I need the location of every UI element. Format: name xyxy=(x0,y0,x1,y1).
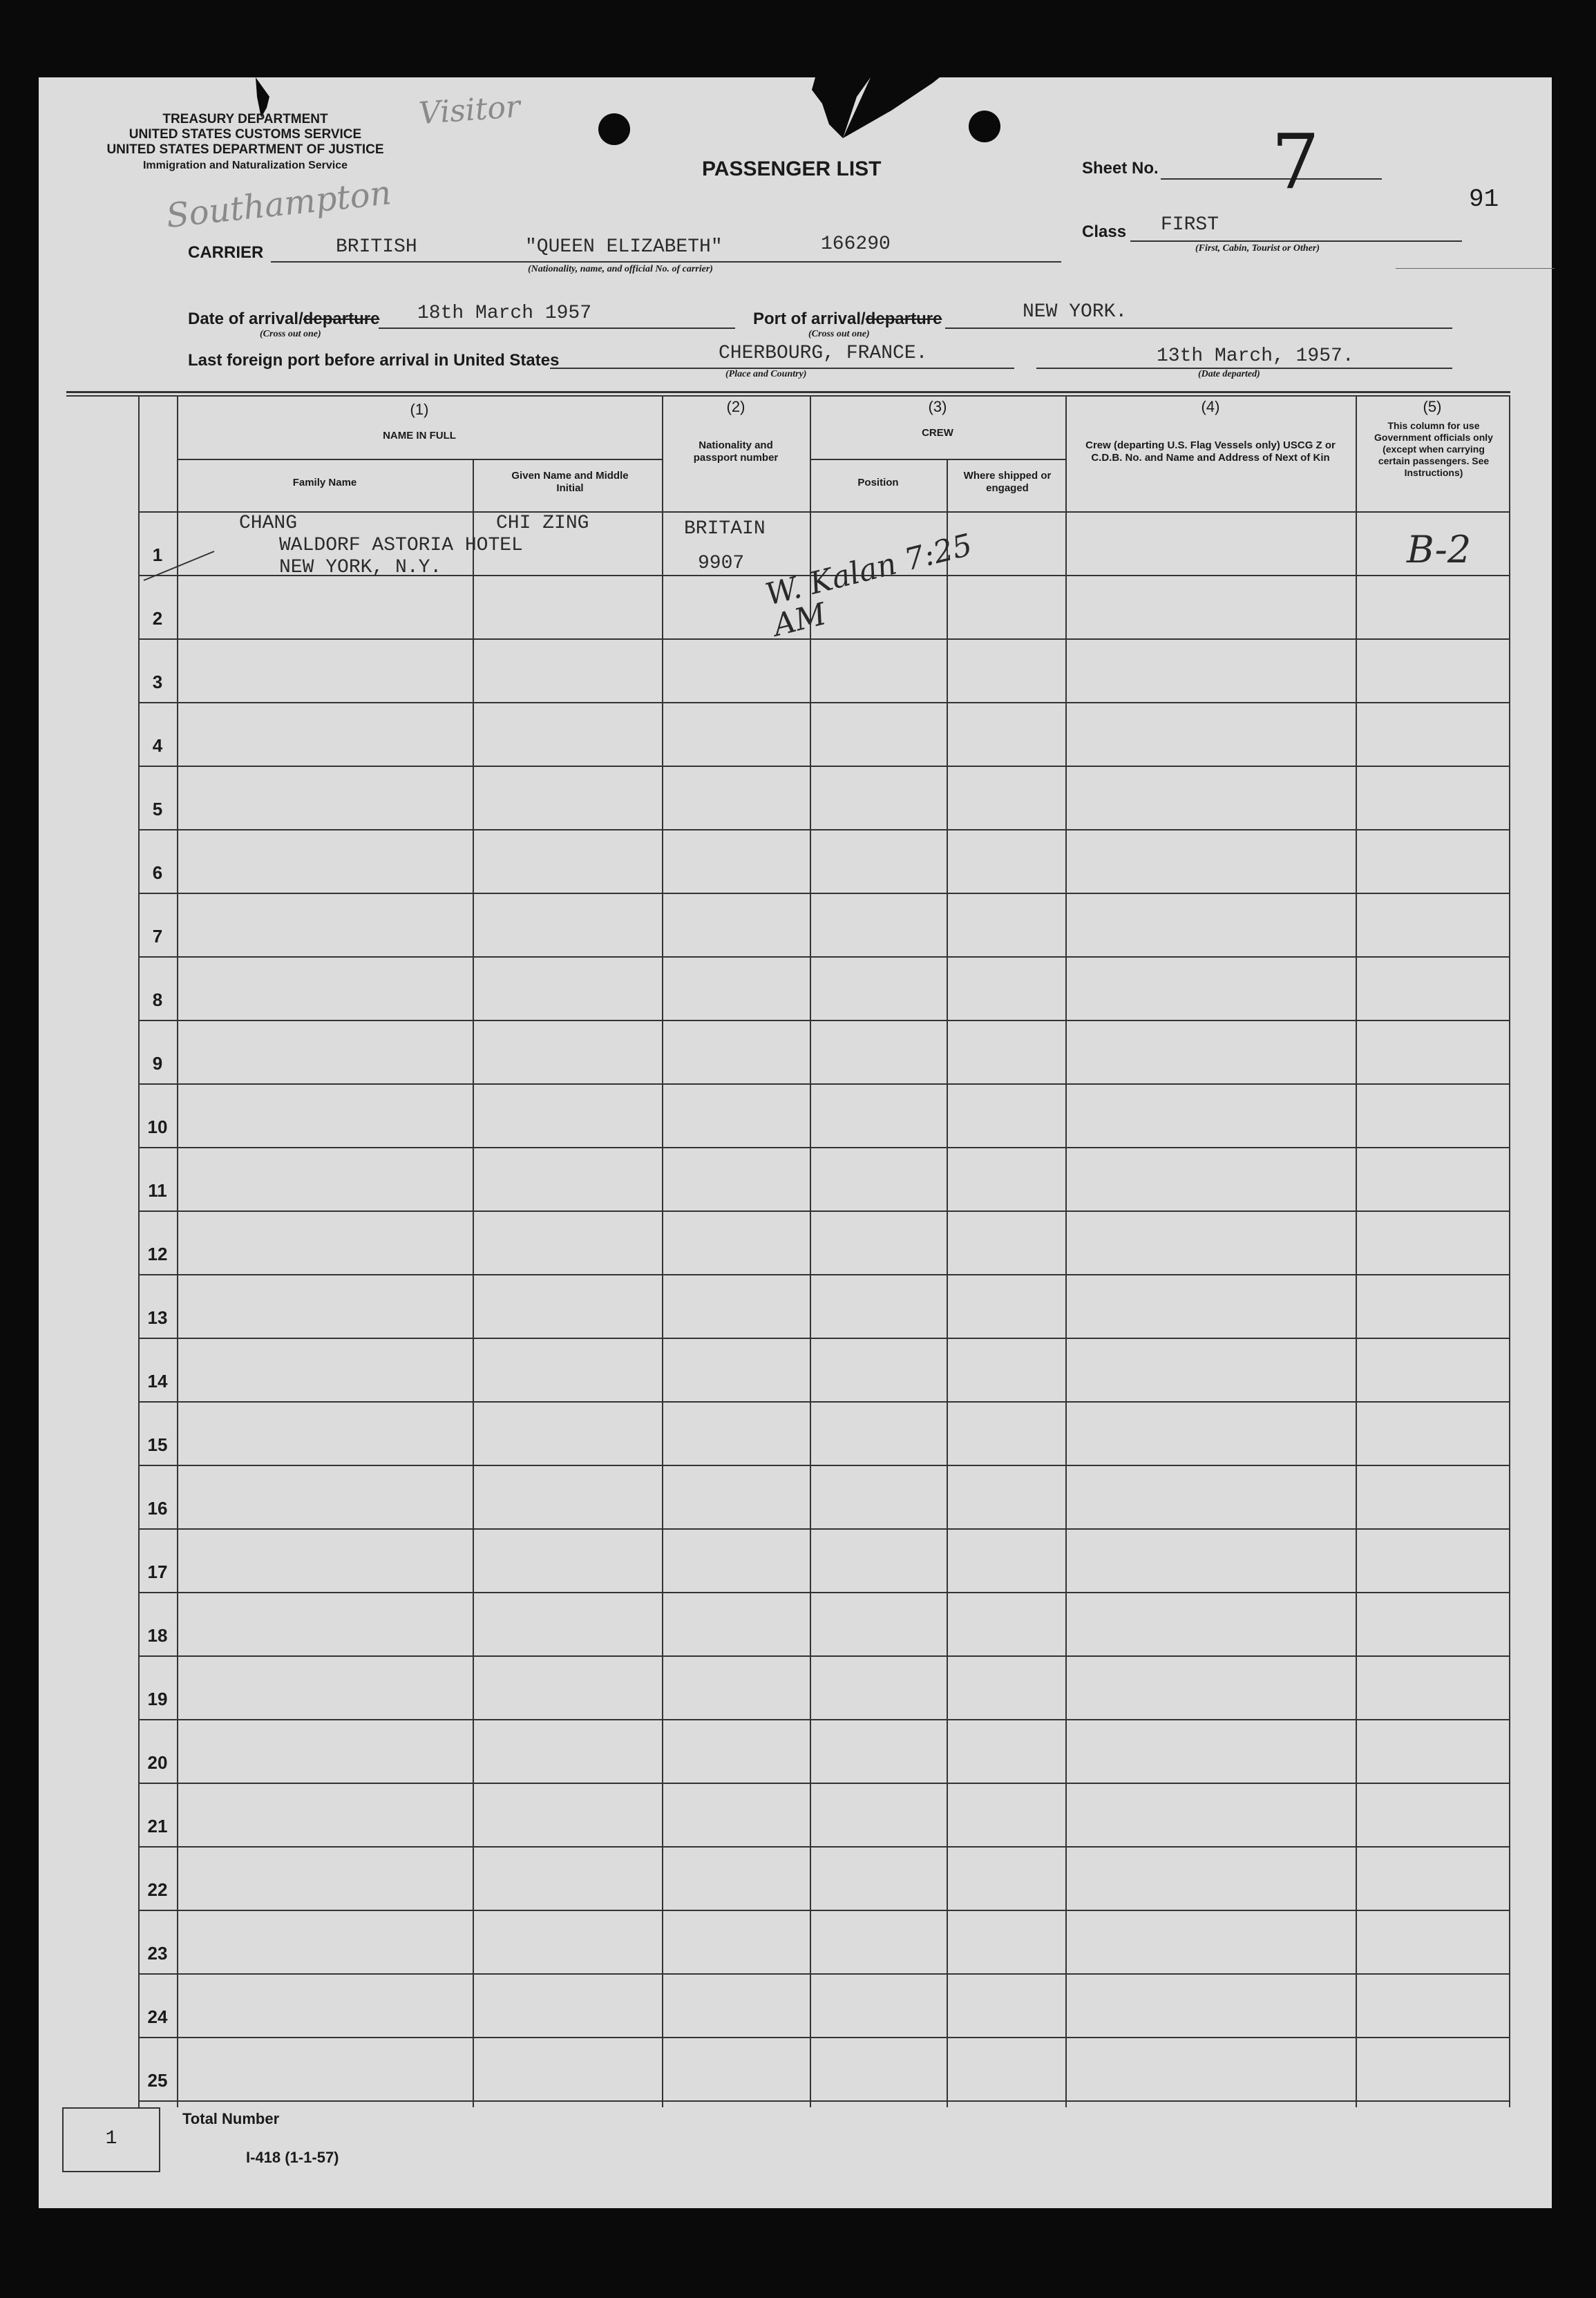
visitor-handwriting: Visitor xyxy=(417,88,522,132)
entry-address-line2: NEW YORK, N.Y. xyxy=(279,557,442,578)
col5-title: This column for use Government officials only (except when carrying certain passengers. See Instructions) xyxy=(1374,420,1493,478)
southampton-handwriting: Southampton xyxy=(164,173,393,236)
table-top-rule-2 xyxy=(66,395,1510,397)
agency-ins: Immigration and Naturalization Service xyxy=(142,160,348,171)
date-note: (Cross out one) xyxy=(260,329,321,339)
port-note: (Cross out one) xyxy=(808,329,870,339)
col5-number: (5) xyxy=(1423,398,1442,415)
row-line xyxy=(138,1401,1509,1403)
row-line xyxy=(138,1846,1509,1848)
row-line xyxy=(138,956,1509,958)
row-number: 5 xyxy=(152,799,163,819)
date-label: Date of arrival/departure xyxy=(188,310,380,328)
passenger-list-form xyxy=(39,77,1552,2208)
row-number: 8 xyxy=(152,989,163,1010)
col-line xyxy=(810,395,811,2107)
inspector-stamp-signature: W. Kalan 7:25 AM xyxy=(761,527,976,644)
header-bottom-line xyxy=(138,511,1509,513)
row-number: 1 xyxy=(152,544,163,565)
row-line xyxy=(138,766,1509,767)
row-line xyxy=(138,2037,1509,2038)
row-line xyxy=(138,1910,1509,1911)
port-underline xyxy=(945,327,1452,329)
row-number: 21 xyxy=(147,1816,168,1836)
row-line xyxy=(138,1083,1509,1085)
carrier-name: "QUEEN ELIZABETH" xyxy=(525,236,723,258)
row-number: 24 xyxy=(147,2006,168,2027)
row-line xyxy=(138,1274,1509,1275)
total-box xyxy=(62,2107,160,2172)
carrier-underline xyxy=(271,261,1061,263)
agency-customs: UNITED STATES CUSTOMS SERVICE xyxy=(129,127,362,142)
port-value: NEW YORK. xyxy=(1023,301,1128,323)
sheet-label: Sheet No. xyxy=(1082,159,1159,178)
row-line xyxy=(138,1465,1509,1466)
agency-header xyxy=(83,112,408,173)
last-port-note: (Place and Country) xyxy=(725,369,807,379)
carrier-label: CARRIER xyxy=(188,243,264,262)
departed-value: 13th March, 1957. xyxy=(1157,345,1354,367)
where-header: Where shipped or engaged xyxy=(963,470,1052,494)
family-name-header: Family Name xyxy=(292,477,357,488)
row-line xyxy=(138,1973,1509,1975)
port-label: Port of arrival/departure xyxy=(753,310,942,328)
row-number: 20 xyxy=(147,1752,168,1773)
class-underline xyxy=(1130,240,1462,242)
row-line xyxy=(138,2100,1509,2102)
entry-given-name: CHI ZING xyxy=(496,513,589,534)
row-number: 11 xyxy=(148,1180,167,1201)
row-number: 16 xyxy=(147,1498,168,1519)
last-port-label: Last foreign port before arrival in United States xyxy=(188,351,560,370)
row-line xyxy=(138,1147,1509,1148)
entry-stroke xyxy=(138,546,221,587)
row-line xyxy=(138,1338,1509,1339)
row-number: 19 xyxy=(147,1689,168,1709)
date-underline xyxy=(379,327,735,329)
row-number: 12 xyxy=(147,1244,168,1264)
row-number: 13 xyxy=(147,1307,168,1328)
carrier-note: (Nationality, name, and official No. of carrier) xyxy=(528,264,713,274)
form-title: PASSENGER LIST xyxy=(702,158,882,180)
row-number: 4 xyxy=(152,735,163,756)
class-extra-line xyxy=(1396,268,1555,269)
last-port-value: CHERBOURG, FRANCE. xyxy=(719,343,928,364)
col-line xyxy=(177,395,178,2107)
row-line xyxy=(138,893,1509,894)
row-number: 9 xyxy=(152,1053,163,1074)
form-number: I-418 (1-1-57) xyxy=(246,2149,339,2166)
entry-passport: 9907 xyxy=(698,553,745,574)
sheet-number: 7 xyxy=(1271,117,1320,206)
agency-treasury: TREASURY DEPARTMENT xyxy=(162,112,328,126)
row-number: 3 xyxy=(152,672,163,692)
punch-hole-right xyxy=(969,111,1000,142)
col-line xyxy=(1356,395,1357,2107)
col-line xyxy=(1065,395,1067,2107)
entry-address-line1: WALDORF ASTORIA HOTEL xyxy=(279,535,523,556)
row-number: 10 xyxy=(147,1117,168,1137)
class-note: (First, Cabin, Tourist or Other) xyxy=(1195,243,1320,254)
row-line xyxy=(138,1528,1509,1530)
col1-title: NAME IN FULL xyxy=(383,430,456,441)
header-subline xyxy=(810,459,1065,460)
row-line xyxy=(138,1592,1509,1593)
total-label: Total Number xyxy=(182,2110,280,2127)
col2-title: Nationality and passport number xyxy=(693,439,779,464)
total-value: 1 xyxy=(105,2128,117,2149)
col3-number: (3) xyxy=(928,398,947,415)
row-number: 25 xyxy=(147,2070,168,2091)
col-line xyxy=(1509,395,1510,2107)
col4-number: (4) xyxy=(1201,398,1220,415)
row-number: 22 xyxy=(147,1879,168,1900)
col3-title: CREW xyxy=(922,427,953,439)
row-line xyxy=(138,702,1509,703)
row-line xyxy=(138,1655,1509,1657)
row-line xyxy=(138,1719,1509,1720)
row-line xyxy=(138,1210,1509,1212)
row-line xyxy=(138,829,1509,830)
entry-nationality: BRITAIN xyxy=(684,518,766,540)
col4-title: Crew (departing U.S. Flag Vessels only) USCG Z or C.D.B. No. and Name and Address of Next of Kin xyxy=(1085,439,1336,464)
row-number: 2 xyxy=(152,608,163,629)
agency-justice: UNITED STATES DEPARTMENT OF JUSTICE xyxy=(106,142,384,157)
row-number: 6 xyxy=(152,862,163,883)
carrier-nationality: BRITISH xyxy=(336,236,417,258)
given-name-header: Given Name and Middle Initial xyxy=(511,470,629,494)
row-number: 15 xyxy=(147,1434,168,1455)
entry-family-name: CHANG xyxy=(239,513,298,534)
row-number: 18 xyxy=(147,1625,168,1646)
col2-number: (2) xyxy=(726,398,745,415)
row-line xyxy=(138,1020,1509,1021)
visa-class-handwriting: B-2 xyxy=(1407,528,1472,571)
carrier-number: 166290 xyxy=(821,234,891,255)
col-line xyxy=(662,395,663,2107)
row-number: 7 xyxy=(152,926,163,947)
header-subline xyxy=(177,459,662,460)
class-value: FIRST xyxy=(1161,214,1219,236)
col-line xyxy=(947,460,948,2107)
row-number: 23 xyxy=(147,1943,168,1964)
class-label: Class xyxy=(1082,222,1127,241)
row-line xyxy=(138,1783,1509,1784)
table-top-rule xyxy=(66,391,1510,393)
row-number: 14 xyxy=(147,1371,168,1392)
position-header: Position xyxy=(857,477,899,488)
page-number: 91 xyxy=(1469,185,1499,213)
date-value: 18th March 1957 xyxy=(417,303,592,324)
row-number: 17 xyxy=(147,1561,168,1582)
departed-note: (Date departed) xyxy=(1198,369,1260,379)
col1-number: (1) xyxy=(410,401,429,418)
row-line xyxy=(138,638,1509,640)
col-line xyxy=(473,460,474,2107)
